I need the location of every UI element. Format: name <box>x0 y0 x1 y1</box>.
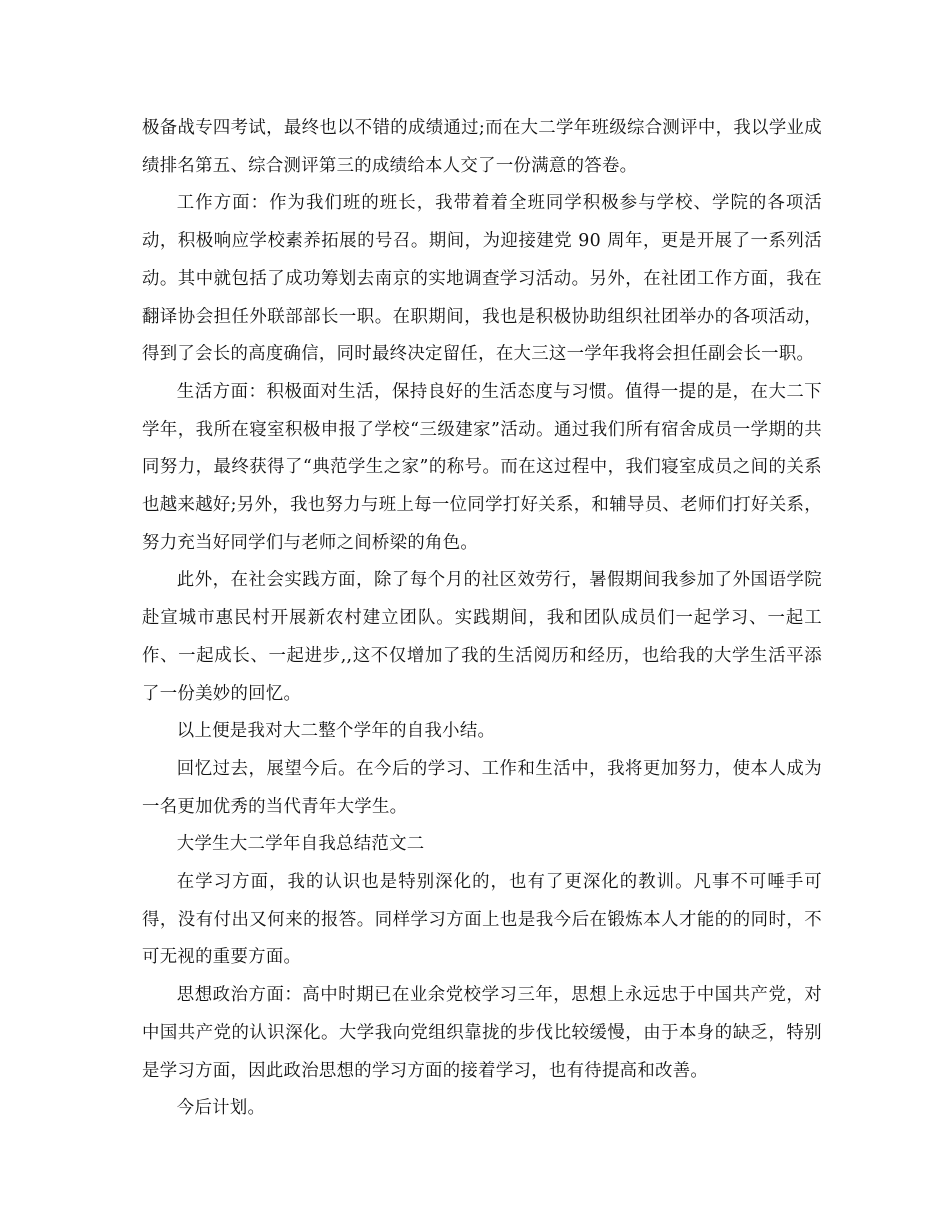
paragraph-politics: 思想政治方面：高中时期已在业余党校学习三年，思想上永远忠于中国共产党，对中国共产党的认识深化。大学我向党组织靠拢的步伐比较缓慢，由于本身的缺乏，特别是学习方面，因此政治思想的学习方面的接着学习，也有待提高和改善。 <box>142 985 822 1081</box>
paragraph-outlook: 回忆过去，展望今后。在今后的学习、工作和生活中，我将更加努力，使本人成为一名更加优秀的当代青年大学生。 <box>142 758 822 817</box>
paragraph-plan: 今后计划。 <box>176 1098 266 1119</box>
paragraph-study: 在学习方面，我的认识也是特别深化的，也有了更深化的教训。凡事不可唾手可得，没有付出又何来的报答。同样学习方面上也是我今后在锻炼本人才能的的同时，不可无视的重要方面。 <box>142 872 822 968</box>
paragraph-work: 工作方面：作为我们班的班长，我带着着全班同学积极参与学校、学院的各项活动，积极响应学校素养拓展的号召。期间，为迎接建党 90 周年，更是开展了一系列活动。其中就包括了成功筹划去南京的实地调查学习活动。另外，在社团工作方面，我在翻译协会担任外联部部长一职。在职期间，我也是积极协助组织社团举办的各项活动，得到了会长的高度确信，同时最终决定留任，在大三这一学年我将会担任副会长一职。 <box>142 193 822 365</box>
section-heading: 大学生大二学年自我总结范文二 <box>176 834 425 855</box>
paragraph-social-practice: 此外，在社会实践方面，除了每个月的社区效劳行，暑假期间我参加了外国语学院赴宣城市惠民村开展新农村建立团队。实践期间，我和团队成员们一起学习、一起工作、一起成长、一起进步,,这不仅增加了我的生活阅历和经历，也给我的大学生活平添了一份美妙的回忆。 <box>142 570 822 704</box>
paragraph-continuation: 极备战专四考试，最终也以不错的成绩通过;而在大二学年班级综合测评中，我以学业成绩排名第五、综合测评第三的成绩给本人交了一份满意的答卷。 <box>142 118 822 176</box>
document-body <box>142 110 822 1128</box>
paragraph-life: 生活方面：积极面对生活，保持良好的生活态度与习惯。值得一提的是，在大二下学年，我所在寝室积极申报了学校“三级建家”活动。通过我们所有宿舍成员一学期的共同努力，最终获得了“典范学生之家”的称号。而在这过程中，我们寝室成员之间的关系也越来越好;另外，我也努力与班上每一位同学打好关系，和辅导员、老师们打好关系，努力充当好同学们与老师之间桥梁的角色。 <box>142 381 822 553</box>
paragraph-summary: 以上便是我对大二整个学年的自我小结。 <box>176 721 496 742</box>
